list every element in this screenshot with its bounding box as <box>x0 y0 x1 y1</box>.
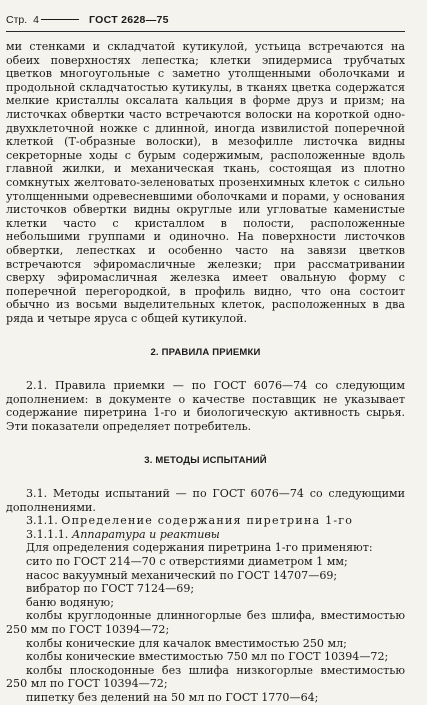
intro-paragraph: ми стенками и складчатой кутикулой, устьица встречаются на обеих поверхностях лепестка; клетки эпидермиса трубчатых цветков многоугольные с заметно утолщенными оболочками и продольной складчатостью кутикулы, в тканях цветка содержатся мелкие кристаллы оксалата кальция в форме друз и призм; на листочках обвертки часто встречаются волоски на короткой одно-двухклеточной ножке с длинной, иногда извилистой поперечной клеткой (Т-образные волоски), в мезофилле листочка видны секреторные ходы с бурым содержимым, расположенные вдоль главной жилки, и механическая ткань, состоящая из плотно сомкнутых желтовато-зеленоватых прозенхимных клеток с сильно утолщенными одревесневшими оболочками и порами, у основания листочков обвертки видны округлые или угловатые каменистые клетки часто с кристаллом в полости, расположенные небольшими группами и одиночно. На поверхности листочков обвертки, лепестках и особенно часто на завязи цветков встречаются эфиромасличные железки; при рассматривании сверху эфиромасличная железка имеет овальную форму с поперечной перегородкой, в профиль видно, что она состоит обычно из восьми выделительных клеток, расположенных в два ряда и четыре яруса с общей кутикулой. <box>6 40 405 325</box>
subsection-title: Определение содержания пиретрина 1-го <box>61 514 354 528</box>
acceptance-paragraph: 2.1. Правила приемки — по ГОСТ 6076—74 со следующим дополнением: в документе о качестве поставщик не указывает содержание пиретрина 1-го и биологическую активность сырья. Эти показатели определяет потребитель. <box>6 379 405 433</box>
page-number: 4 <box>33 14 39 26</box>
list-item: пипетку без делений на 50 мл по ГОСТ 1770—64; <box>26 690 319 704</box>
list-item: колбы плоскодонные без шлифа низкогорлые вместимостью <box>26 663 405 677</box>
subsection-number: 3.1.1.1. <box>26 527 69 541</box>
subsection-3-1-1 <box>6 514 405 528</box>
list-item: колбы круглодонные длинногорлые без шлифа, вместимостью <box>26 609 405 623</box>
header-dash <box>41 19 79 20</box>
subsection-title: Аппаратура и реактивы <box>71 527 220 541</box>
list-item: колбы конические для качалок вместимостью 250 мл; <box>26 636 347 650</box>
subsection-number: 3.1.1. <box>26 514 58 528</box>
section-heading-methods: 3. МЕТОДЫ ИСПЫТАНИЙ <box>144 455 267 467</box>
list-item: насос вакуумный механический по ГОСТ 14707—69; <box>26 568 338 582</box>
list-item-continuation: 250 мл по ГОСТ 10394—72; <box>6 677 168 691</box>
list-item: вибратор по ГОСТ 7124—69; <box>26 582 195 596</box>
list-item: сито по ГОСТ 214—70 с отверстиями диаметром 1 мм; <box>26 555 348 568</box>
page-header <box>6 14 169 26</box>
standard-number: ГОСТ 2628—75 <box>89 14 169 26</box>
list-item-continuation: 250 мм по ГОСТ 10394—72; <box>6 622 170 636</box>
subsection-3-1-1-1 <box>6 528 405 542</box>
list-item: колбы конические вместимостью 750 мл по ГОСТ 10394—72; <box>26 650 389 664</box>
list-item: Для определения содержания пиретрина 1-го применяют: <box>26 541 373 555</box>
methods-paragraph: 3.1. Методы испытаний — по ГОСТ 6076—74 со следующими дополнениями. <box>6 487 405 514</box>
list-item: баню водяную; <box>26 595 114 609</box>
page-label: Стр. <box>6 14 28 26</box>
document-body <box>6 40 405 705</box>
header-rule <box>6 31 405 32</box>
section-heading-acceptance: 2. ПРАВИЛА ПРИЕМКИ <box>150 347 261 359</box>
